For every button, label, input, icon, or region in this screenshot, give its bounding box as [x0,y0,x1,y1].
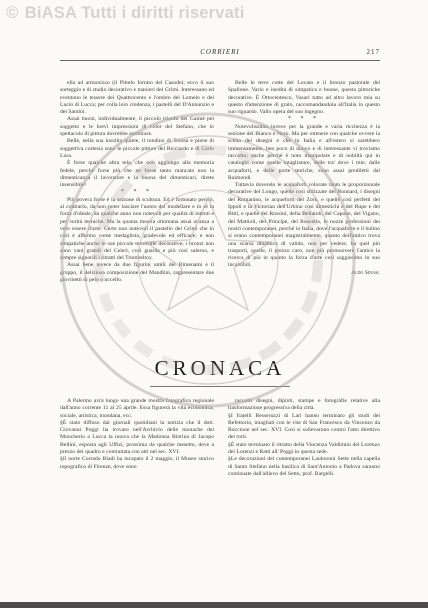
paragraph: Assai buoni, individualmente, il piccolo trionfo del Gaimè pel soggetto e le brevi impressioni di color del Stefano, che lo spettacolo di pittura dovrebbe ammirare. [60,116,214,138]
copyright-icon: © [6,3,19,22]
news-item: § Le decorazioni dei contemporanei Lauboroni Sette nella capella di Santo Stefano nella basilica di Sant'Antonio a Padova saranno continuate dall'allievo del Setto, prof. Bargelli. [228,456,380,478]
header-rule [60,60,380,61]
paragraph: Assai bene invece da due figurini umili del Rimenami e il gruppo, il deliziosa composizione del Mandlini, rappresentare due giovinetti di pelo o uccello. [60,262,214,284]
page-number: 217 [366,48,380,56]
section-divider: * * * [121,189,153,196]
scan-edge [0,602,428,608]
news-item: § È stato terminato il ritratto della Vincenza Valdimini del Lorenzo dei Lorenzi e Ratti all' Poggi in questa sede. [228,442,380,457]
paragraph: Belle le terre cotte del Lovato e il bronzo pastorale del Spallone. Vario e inedita di simpatica e buone, questa pittoriche decorative. È Ottocentesco, Vasari tutto ad altro lavoro mia su questo d'attenzione di grato, raccomandandola all'Italia in questo suo riguardo. Vallo opera del suo ingegno. [228,80,380,116]
column-right-bottom [228,398,380,478]
running-title: CORRIERI [200,48,240,56]
column-right-top [228,80,380,277]
paragraph: Notevolissima invece per la grande e varia ricchezza è la sezione del Bianco e Nero. Ma per ottenere con qualche ovvere la scelta dei disegni e che in Italia e all'estero si sarebbero immensamente, ben poco di nuovo e di interessante vi troviamo raccolto; anche perché è noto manipolare e di nobiltà qui in cataloghi come quelle intagliature, delle tra' dove i mie, dalle acquaforti, e delle porte storiche, sono assai prediletti dal Raimondi. [228,123,380,181]
paragraph: A Palermo avrà luogo una grande mostra fotografica regionale dall'anno corrente 11 al 25 aprile. Essa figurerà la vita economica, sociale, artistica, mondana, ecc. [60,398,214,419]
news-item: § È stato diffuso dai giornali quotidiani la notizia che il dott. Giovanni Poggi ha trovato nell'Archivio delle monache del Moncherio a Lucca la nuova che la Madonna Biorina di Jacopo Bellini, esposta agli Uffizi, prossima da qualche mesetto, deve a prezzo del quadro e contrattata con atti nel sec. XVI. [60,420,214,456]
section-title: CRONACA [154,356,286,380]
section-divider: * * * [288,116,320,123]
paragraph: raccolti disegni, dipinti, stampe e fotografie relative alla trasformazione progressiva della città. [228,398,380,412]
paragraph: Belle, nella sua insolita quiete, il tondino di Tolosa e piene di soggettiva cortesia sono le piccole pitture del Ricciardo e di Carlo Lura. [60,138,214,159]
paragraph: È forse qualche altra tela, che non aggiungo alla memoria fedele, perchè forse più che ne fosse tanto mancata non la dimenticanza il lavoratore e la buona del dimenticari, direte insensibile! [60,160,214,189]
paragraph: ella ad armonizzo (il Pittelo fornito del Casodei; ecco il suo sorteggio e di studio decorativo e manieri del Grimi. Interessano ed eventono le tessere dei Quattrocento e l'ombre del Lomelo e del Lucio di Lucca; per colla loro credenza, i pastelli del D'Annunzio e dei Santini. [60,80,214,116]
watermark-banner [0,0,428,26]
watermark-text: BiASA Tutti i diritti riservati [24,3,245,22]
author-signature: Aldo Sinasi. [350,269,380,276]
column-left-bottom [60,398,214,471]
news-item: § Il norte Corrado Biadi ha incapato il 2 maggio, il Museo storico topografico di Firenze, dove sono [60,456,214,471]
paragraph: Tuttavia dovendo le acquaforti colorate tanto le proporzionale decorative del Longo, quelle così stilizzate del Bonnard, i disegni del Romanino, le acqueforti del Zorn, e quelle così perfetti del Ippoli e la Victorian dell'Urbino così dimestichi e del Rupe e del Bitti, e quelle del Rossini, della Bellatoli, del Capone, del Vigano, del Mattioli, del Principe, del Ruscello, le nozze professioni dei nostri contemporanei, perché in Italia, dove l'acquaforte e il bulino si erano contemporanei magistralmente, quanto dell'antico trova una scarsa dinamica di valido, non per vedere, ha quel più trasporti, quelle, il prezzo caro, non più promuovere l'antico la ricerca di più in quanto la forza d'arte così saggissimo in suo incalsibili. [228,182,380,269]
running-header [60,48,380,60]
paragraph: Più povera forse è la sezione di scultura. Ed è fortunato perciò, al contrario, da non poter lasciare l'uomo del modellare e in sé la forza d'ideale, da qualche anno non notevoli per qualità di intenti e per verità tecniche. Ma la quanta mostra ottomana assai avanza a vero essere d'arte. Certo non notevoli il pastello del Grimi che in così è affermo come medaglista, gradevole ed efficace; e non simpatiche anche le sue piccole terrecotte decorative; i bronzi non sono vani grandi del Celeri, così guarda e più così salerno, e sempre signorili i ritratti del Trombeltoy. [60,196,214,262]
column-left-top [60,80,214,284]
section-rule [150,386,290,387]
news-item: § I fratelli Besseruzzi di Lari hanno terminato gli studi del Refettorio, intagliati con le vite di San Francesco da Vincenzo da Ruccione nel sec. XVI. Così si sollevarono contro l'atto direttivo dei torti. [228,413,380,442]
